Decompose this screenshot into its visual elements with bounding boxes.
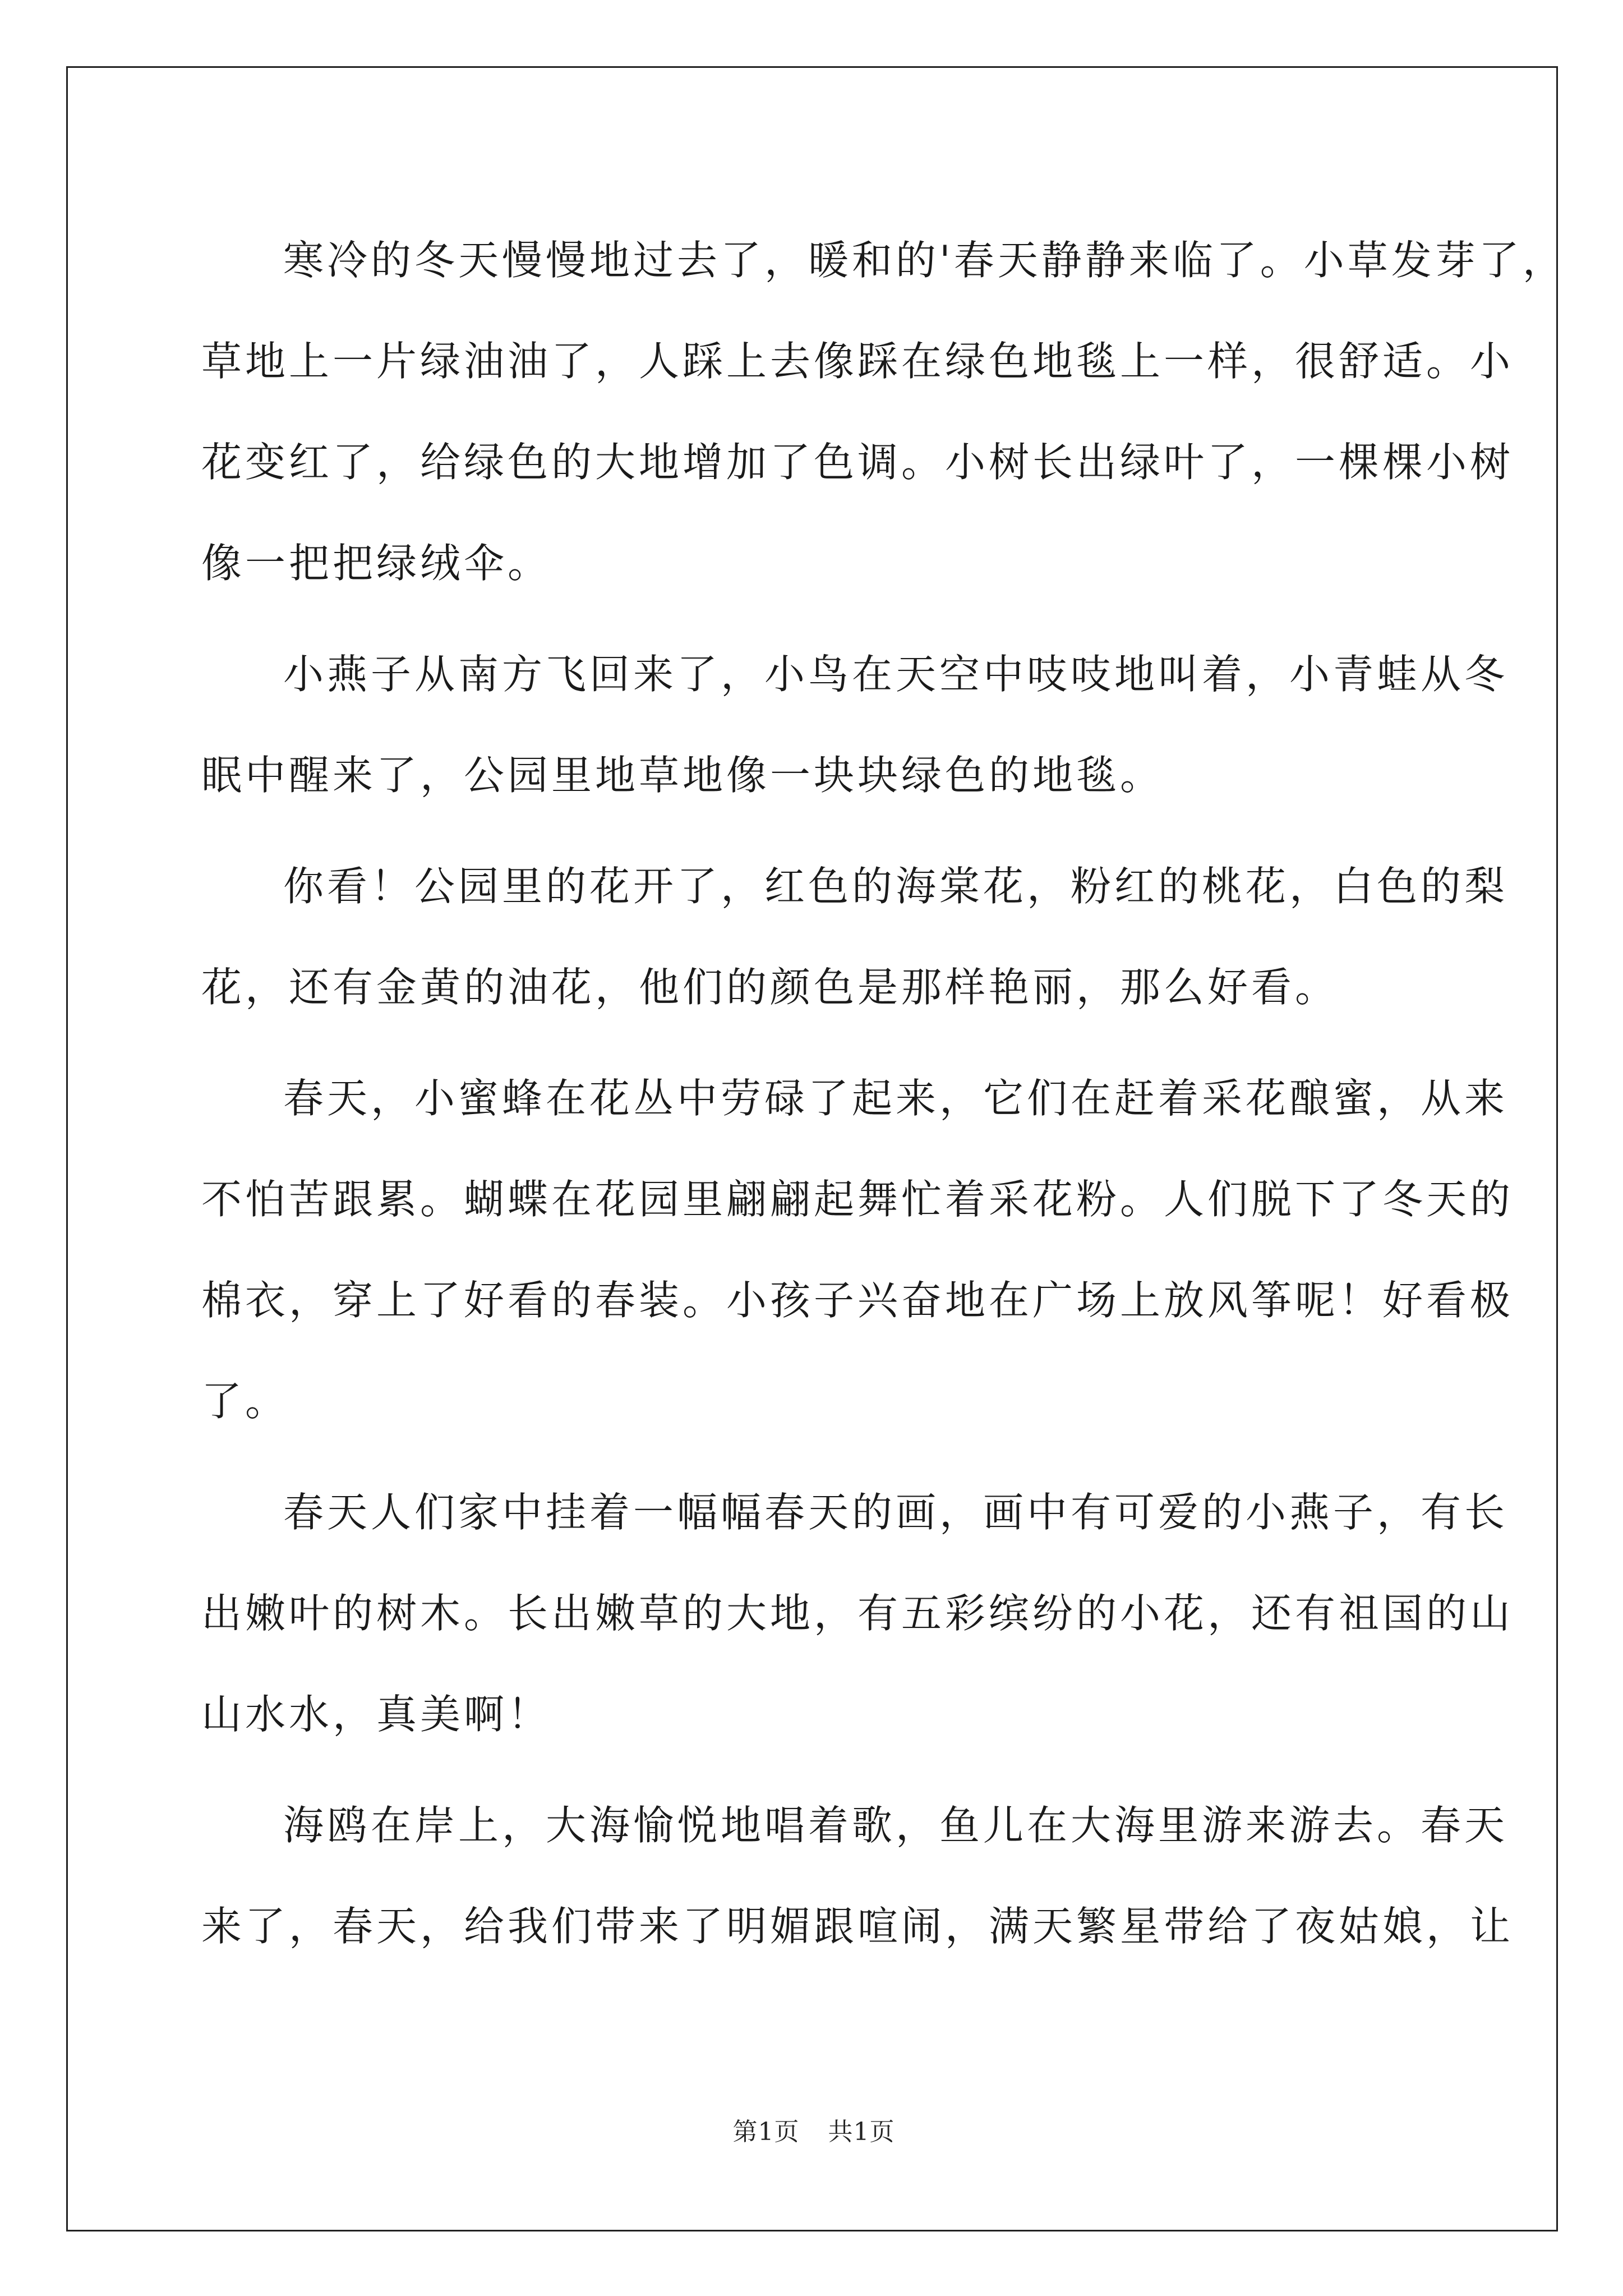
- paragraph-5-line-1: 春天人们家中挂着一幅幅春天的画，画中有可爱的小燕子，有长: [283, 1489, 1509, 1536]
- paragraph-4-line-2: 不怕苦跟累。蝴蝶在花园里翩翩起舞忙着采花粉。人们脱下了冬天的: [201, 1176, 1514, 1223]
- paragraph-2-line-1: 小燕子从南方飞回来了，小鸟在天空中吱吱地叫着，小青蛙从冬: [283, 651, 1509, 698]
- paragraph-1-line-2: 草地上一片绿油油了，人踩上去像踩在绿色地毯上一样，很舒适。小: [201, 338, 1514, 385]
- paragraph-1-line-3: 花变红了，给绿色的大地增加了色调。小树长出绿叶了，一棵棵小树: [201, 439, 1514, 486]
- page-number-current: 第1页: [732, 2118, 800, 2146]
- paragraph-5-line-3: 山水水，真美啊！: [201, 1691, 552, 1738]
- paragraph-3-line-2: 花，还有金黄的油花，他们的颜色是那样艳丽，那么好看。: [201, 964, 1339, 1011]
- paragraph-1-line-4: 像一把把绿绒伞。: [201, 540, 552, 587]
- paragraph-2-line-2: 眠中醒来了，公园里地草地像一块块绿色的地毯。: [201, 752, 1164, 799]
- document-body: [201, 68, 1566, 2233]
- page-footer: [68, 2110, 1560, 2155]
- paragraph-5-line-2: 出嫩叶的树木。长出嫩草的大地，有五彩缤纷的小花，还有祖国的山: [201, 1590, 1514, 1637]
- paragraph-6-line-2: 来了，春天，给我们带来了明媚跟喧闹，满天繁星带给了夜姑娘，让: [201, 1903, 1514, 1950]
- page-frame: [66, 66, 1566, 2231]
- paragraph-4-line-1: 春天，小蜜蜂在花丛中劳碌了起来，它们在赶着采花酿蜜，从来: [283, 1075, 1509, 1122]
- paragraph-4-line-4: 了。: [201, 1378, 289, 1425]
- paragraph-4-line-3: 棉衣，穿上了好看的春装。小孩子兴奋地在广场上放风筝呢！好看极: [201, 1277, 1514, 1324]
- paragraph-1-line-1: 寒冷的冬天慢慢地过去了，暖和的'春天静静来临了。小草发芽了，: [283, 237, 1566, 284]
- page-number-total: 共1页: [828, 2118, 895, 2146]
- paragraph-3-line-1: 你看！公园里的花开了，红色的海棠花，粉红的桃花，白色的梨: [283, 863, 1509, 910]
- paragraph-6-line-1: 海鸥在岸上，大海愉悦地唱着歌，鱼儿在大海里游来游去。春天: [283, 1802, 1509, 1849]
